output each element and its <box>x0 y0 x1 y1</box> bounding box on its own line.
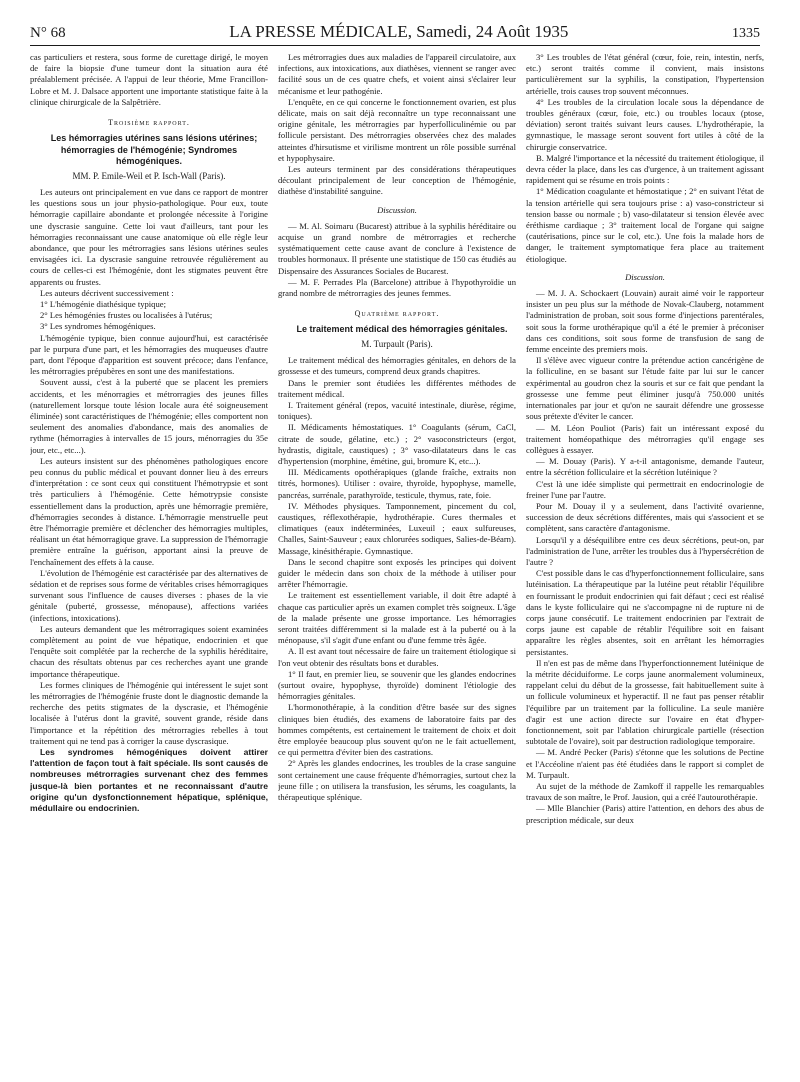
paragraph: Les métrorragies dues aux maladies de l'appareil circulatoire, aux infections, aux intoxications, aux diathèses, viennent se ranger avec facilité sous un de ces quatre chefs, et voient ainsi s'éclairer leur mécanisme et leur pathogénie. <box>278 52 516 96</box>
page-number: 1335 <box>732 26 760 41</box>
discussion-entry: — M. Al. Soimaru (Bucarest) attribue à la syphilis héréditaire ou acquise un grand nombre de métrorragies et recherche systématiquement cette cause avant de conclure à l'existence de troubles hormonaux. Il présente une statistique de 150 cas étudiés au Dispensaire des Assurances Sociales de Bucarest. <box>278 220 516 276</box>
section-label: Quatrième rapport. <box>354 309 440 319</box>
journal-title: LA PRESSE MÉDICALE, <box>229 22 413 41</box>
paragraph: 1° Il faut, en premier lieu, se souvenir que les glandes endocrines (surtout ovaire, hypophyse, thyroïde) dominent l'étiologie des hémorragies génitales. <box>278 668 516 702</box>
column-left <box>30 52 268 1074</box>
issue-number: N° 68 <box>30 25 66 41</box>
paragraph: L'hémogénie typique, bien connue aujourd'hui, est caractérisée par le purpura d'une part, et les hémorragies des muqueuses d'autre part, dont l'époque d'apparition est souvent précoce; dans l'enfance, les métrorragies prépubères en sont une des manifestations. <box>30 332 268 377</box>
discussion-heading: Discussion. <box>625 271 665 282</box>
discussion-entry: — M. Léon Pouliot (Paris) fait un intéressant exposé du traitement homéopathique des métrorragies qu'il engage ses collègues à essayer. <box>526 422 764 455</box>
report-title: Les hémorragies utérines sans lésions utérines; hémorragies de l'hémogénie; Syndromes hémogéniques. <box>50 133 258 167</box>
discussion-entry: — M. André Pecker (Paris) s'étonne que les solutions de Pectine et l'Accéoline n'aient pas été étudiées dans le rapport si complet de M. Turpault. <box>526 747 764 780</box>
paragraph: L'enquête, en ce qui concerne le fonctionnement ovarien, est plus délicate, mais on sait déjà reconnaître un type reconnaissant une origine génitale, les métrorragies par hyperfolliculinémie ou par follicule persistant. Des métrorragies observées chez des malades atteintes d'hirsutisme et virilisme montrent un rôle possible surrénal et hypophysaire. <box>278 96 516 163</box>
page-header <box>30 22 760 44</box>
discussion-heading: Discussion. <box>377 204 417 215</box>
header-rule <box>30 45 760 46</box>
paragraph: Le traitement médical des hémorragies génitales, en dehors de la grossesse et des tumeurs, comprend deux grands chapitres. <box>278 355 516 377</box>
discussion-entry: — M. Douay (Paris). Y a-t-il antagonisme, demande l'auteur, entre la sécrétion folliculaire et la sécrétion lutéinique ? <box>526 456 764 478</box>
list-item: 3° Les syndromes hémogéniques. <box>40 321 156 332</box>
paragraph: Il n'en est pas de même dans l'hyperfonctionnement lutéinique de la métrite déciduiforme. Le corps jaune anormalement volumineux, rappelant celui du début de la grossesse, fait habituellement suite à un follicule volumineux et hyperactif. Il ne faut pas penser rétablir l'équilibre par un traitement par la folliculine. La seule manière d'agir est une action directe sur l'ovaire en état d'hyper-fonctionnement, soit par l'ablation chirurgicale partielle (résection subtotale de l'ovaire), soit par destruction radiologique temporaire. <box>526 657 764 747</box>
column-right <box>526 52 764 1074</box>
paragraph: III. Médicaments opothérapiques (glande fraîche, extraits non titrés, hormones). Utiliser : ovaire, thyroïde, hypophyse, mamelle, pancréas, surrénale, parathyroïde, testicule, thymus, rate, foie. <box>278 467 516 500</box>
paragraph: Les auteurs demandent que les métrorragiques soient examinées complètement au point de vue hépatique, endocrinien et que l'enquête soit complétée par la recherche de la syphilis héréditaire, chacun des résultats obtenus par ces recherches ayant une grande importance thérapeutique. <box>30 623 268 679</box>
column-middle <box>278 52 516 1074</box>
discussion-entry: — Mlle Blanchier (Paris) attire l'attention, en dehors des abus de prescription médicale, sur deux <box>526 803 764 825</box>
paragraph: Les syndromes hémogéniques doivent attirer l'attention de façon tout à fait spéciale. Ils sont causés de nombreuses métrorragies survenant chez des femmes jusque-là bien portantes et ne reconnaissant d'autre origine qu'un dysfonctionnement hépatique, splénique, médullaire ou endocrinien. <box>30 747 268 814</box>
paragraph: Les formes cliniques de l'hémogénie qui intéressent le sujet sont les métrorragies de l'hémogénie fruste dont le diagnostic demande la recherche des petits stigmates de la dyscrasie, et l'hémogénie localisée à l'utérus dont la gravité, souvent grande, réside dans l'importance et la répétition des métrorragies rebelles à tout traitement qui ne tend pas à corriger la cause dyscrasique. <box>30 679 268 746</box>
paragraph: Dans le premier sont étudiées les différentes méthodes de traitement médical. <box>278 377 516 399</box>
paragraph: C'est là une idée simpliste qui permettrait en endocrinologie de freiner l'une par l'autre. <box>526 478 764 500</box>
paragraph: C'est possible dans le cas d'hyperfonctionnement folliculaire, sans lutéinisation. La thérapeutique par la lutéine peut rétablir l'équilibre en fournissant le produit endocrinien qui fait défaut ; ceci est réalisé dans le kyste folliculaire qui ne s'accompagne ni de rupture ni de corps jaune consécutif. Le traitement endocrinien par l'extrait de corps jaune est capable de rétablir l'équilibre soit en faisant apparaître les règles absentes, soit en arrêtant les hémorragies persistantes. <box>526 568 764 657</box>
paragraph: L'hormonothérapie, à la condition d'être basée sur des signes cliniques bien étudiés, des examens de laboratoire faits par des hommes compétents, est certainement le traitement de choix et doit être employée beaucoup plus souvent qu'on ne le fait actuellement, ce qui permettra d'éviter bien des castrations. <box>278 702 516 758</box>
report-authors: MM. P. Emile-Weil et P. Isch-Wall (Paris). <box>72 170 226 181</box>
paragraph: Les auteurs décrivent successivement : <box>40 287 174 298</box>
paragraph: 1° Médication coagulante et hémostatique ; 2° en suivant l'état de la tension artérielle qui sera toujours prise : a) vaso-constricteur si tension basse ou normale ; b) vaso-dilatateur si tension élevée avec éréthisme cardiaque ; 3° traitement local de l'organe qui saigne (cautérisations, pince sur le col, etc.). Une fois la malade hors de danger, le traitement symptomatique fera place au traitement étiologique. <box>526 186 764 264</box>
article-columns <box>30 52 764 1074</box>
paragraph: Souvent aussi, c'est à la puberté que se placent les premiers accidents, et les ménorragies et métrorragies des jeunes filles (naturellement lorsque toute lésion locale aura été soigneusement éliminée) sont caractéristiques de l'hémogénie; elles comportent non seulement des anomalies d'abondance, mais des anomalies de rythme (hémorragies à intervalles de 15 jours, ménorragies du 35e jour, etc., etc...). <box>30 377 268 455</box>
paragraph: Il s'élève avec vigueur contre la prétendue action cancérigène de la folliculine, en se basant sur l'étude faite par lui sur le cancer expérimental au goudron chez la souris et sur ce fait que pendant la grossesse une femme peut éliminer jusqu'à 750.000 unités internationales par jour et qu'on ne saurait défendre une grossesse sous prétexte d'éviter le cancer. <box>526 355 764 422</box>
report-title: Le traitement médical des hémorragies génitales. <box>296 324 508 335</box>
paragraph: 2° Après les glandes endocrines, les troubles de la crase sanguine sont certainement une cause fréquente d'hémorragies, surtout chez la jeune fille ; on utilisera la transfusion, les sérums, les coagulants, la thérapeutique splénique. <box>278 758 516 803</box>
paragraph: A. Il est avant tout nécessaire de faire un traitement étiologique si l'on veut obtenir des résultats bons et durables. <box>278 646 516 668</box>
section-label: Troisième rapport. <box>108 118 190 128</box>
journal-masthead <box>229 22 568 42</box>
discussion-entry: — M. F. Perrades Pla (Barcelone) attribue à l'hypothyroïdie un grand nombre de métrorragies des jeunes femmes. <box>278 276 516 299</box>
paragraph: Dans le second chapitre sont exposés les principes qui doivent guider le médecin dans son choix de la méthode à utiliser pour arrêter l'hémorragie. <box>278 556 516 590</box>
paragraph: L'évolution de l'hémogénie est caractérisée par des alternatives de sédation et de reprises sous forme de véritables crises hémorragiques survenant sous l'influence de causes diverses : phases de la vie génitale (puberté, grossesse, ménopause), affections variées (infections, intoxications). <box>30 567 268 623</box>
paragraph: 3° Les troubles de l'état général (cœur, foie, rein, intestin, nerfs, etc.) seront traités comme il convient, mais insistons particulièrement sur la syphilis, la constipation, l'hypertension artérielle, trois causes trop souvent méconnues. <box>526 52 764 96</box>
issue-date: Samedi, 24 Août 1935 <box>416 22 569 41</box>
paragraph: II. Médicaments hémostatiques. 1° Coagulants (sérum, CaCl, citrate de soude, gélatine, etc.) ; 2° vasoconstricteurs (ergot, hydrastis, digitale, caustiques) ; 3° vaso-dilatateurs dans le cas d'hypertension (morphine, émétine, gui, bromure K, etc...). <box>278 422 516 466</box>
paragraph: cas particuliers et restera, sous forme de curettage dirigé, le moyen de faire la biopsie d'une tumeur dont la situation aura été préalablement précisée. A l'appui de leur théorie, Mme Francillon-Lobre et M. J. Dalsace apportent une importante statistique faite à la clinique chirurgicale de la Salpêtrière. <box>30 52 268 107</box>
list-item: 2° Les hémogénies frustes ou localisées à l'utérus; <box>40 310 213 321</box>
paragraph: Lorsqu'il y a déséquilibre entre ces deux sécrétions, peut-on, par l'administration de l'une, arrêter les troubles dus à l'hypersécrétion de l'autre ? <box>526 534 764 567</box>
paragraph: Au sujet de la méthode de Zamkoff il rappelle les remarquables travaux de son maître, le Prof. Jausion, qui a créé l'autourothérapie. <box>526 781 764 803</box>
paragraph: Le traitement est essentiellement variable, il doit être adapté à chaque cas particulier après un examen complet très soigneux. L'âge de la malade présente une grosse importance. Les hémorragies seront traitées différemment si la malade est à la puberté ou à la ménopause, s'il s'agit d'une enfant ou d'une femme très âgée. <box>278 590 516 646</box>
paragraph: I. Traitement général (repos, vacuité intestinale, diurèse, régime, toniques). <box>278 399 516 422</box>
discussion-entry: — M. J. A. Schockaert (Louvain) aurait aimé voir le rapporteur insister un peu plus sur la méthode de Novak-Clauberg, notamment l'administration de proban, soit sous forme d'injections parentérales, soit sous la forme urothérapique qu'il a été le premier à préconiser dans ces conditions, soit sous forme de transfusion de sang de femme enceinte des premiers mois. <box>526 288 764 355</box>
paragraph: B. Malgré l'importance et la nécessité du traitement étiologique, il devra céder la place, dans les cas d'urgence, à un traitement agissant rapidement qui se résume en trois points : <box>526 152 764 186</box>
report-authors: M. Turpault (Paris). <box>361 338 433 349</box>
list-item: 1° L'hémogénie diathésique typique; <box>40 298 166 309</box>
paragraph: Les auteurs terminent par des considérations thérapeutiques découlant principalement de leur conception de l'hémogénie, diathèse d'instabilité sanguine. <box>278 164 516 197</box>
paragraph: Les auteurs insistent sur des phénomènes pathologiques encore peu connus du public médical et pouvant donner lieu à des erreurs d'interprétation : ce sont ceux qui constituent l'hémotrypsie et sont très particuliers à l'hémogénie. Cette hémotrypsie consiste essentiellement dans la production, après une hémorragie première, d'hémorragies secondes à distance. L'hémorragie menstruelle peut être l'hémorragie première et déclencher des hémorragies multiples, réalisant un état hémorragique grave. La suppression de l'hémorragie première entraîne la guérison, apportant ainsi la preuve de l'enchaînement des effets à la cause. <box>30 455 268 567</box>
paragraph: IV. Méthodes physiques. Tamponnement, pincement du col, caustiques, réflexothérapie, hydrothérapie. Cures thermales et climatiques (eaux indéterminées, Luxeuil ; eaux sulfureuses, Challes, Saint-Sauveur ; eaux chlorurées sodiques, Salies-de-Béarn). Massage, kinésithérapie. Gymnastique. <box>278 500 516 556</box>
paragraph: 4° Les troubles de la circulation locale sous la dépendance de troubles généraux (cœur, foie, etc.) ou troubles locaux (ptose, déviation) seront traités suivant leurs causes. L'hydrothérapie, la gymnastique, le massage seront souvent fort utiles à côté de la chirurgie conservatrice. <box>526 96 764 152</box>
paragraph: Les auteurs ont principalement en vue dans ce rapport de montrer les questions sous un jour physio-pathologique. Pour eux, toute hémorragie capillaire abondante et prolongée nécessite à l'origine une dyscrasie sanguine. Cette loi vaut d'ailleurs, tant pour les hémorragies reconnaissant une cause anatomique où elle règle leur abondance, que pour les métrorragies sans lésions utérines seules envisagées ici. La dyscrasie sanguine retrouvée régulièrement au cours de celles-ci est l'hémogénie, dont les stigmates peuvent être apparents ou frustes. <box>30 186 268 287</box>
paragraph: Pour M. Douay il y a seulement, dans l'activité ovarienne, succession de deux sécrétions différentes, mais qui s'associent et se complètent, sans caractère d'antagonisme. <box>526 500 764 534</box>
